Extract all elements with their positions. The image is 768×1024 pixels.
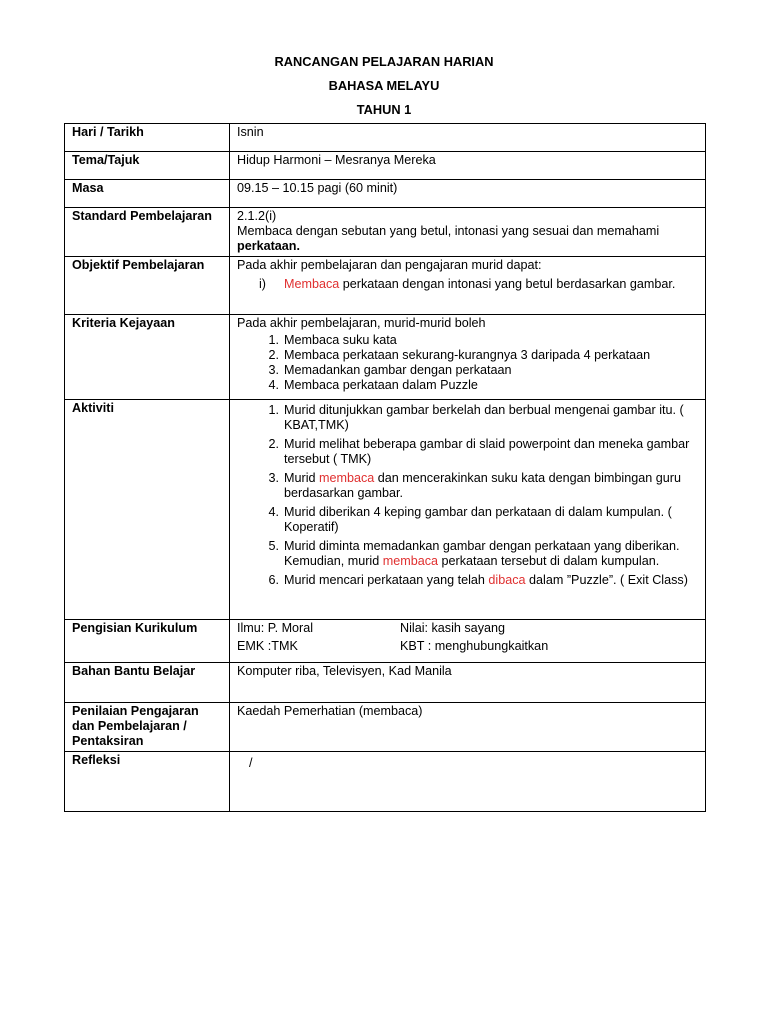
aktiviti-list bbox=[237, 403, 699, 588]
refleksi-value: / bbox=[249, 756, 253, 770]
row-label: Penilaian Pengajaran dan Pembelajaran / Pentaksiran bbox=[65, 703, 230, 752]
row-pengisian-kurikulum bbox=[65, 620, 706, 663]
row-label: Refleksi bbox=[65, 752, 230, 812]
pengisian-line-2 bbox=[237, 639, 699, 654]
row-value bbox=[230, 315, 706, 400]
list-item: 4. Membaca perkataan dalam Puzzle bbox=[268, 378, 478, 392]
row-value: Hidup Harmoni – Mesranya Mereka bbox=[230, 152, 706, 180]
row-value bbox=[230, 752, 706, 812]
list-item: 4. Murid diberikan 4 keping gambar dan perkataan di dalam kumpulan. ( Koperatif) bbox=[268, 505, 672, 534]
row-value bbox=[230, 400, 706, 620]
row-label: Hari / Tarikh bbox=[65, 124, 230, 152]
row-value: 09.15 – 10.15 pagi (60 minit) bbox=[230, 180, 706, 208]
row-objektif-pembelajaran bbox=[65, 257, 706, 315]
row-value bbox=[230, 257, 706, 315]
row-value: Kaedah Pemerhatian (membaca) bbox=[230, 703, 706, 752]
highlight-word: membaca bbox=[319, 471, 375, 485]
lesson-plan-table bbox=[64, 123, 706, 812]
row-standard-pembelajaran bbox=[65, 208, 706, 257]
document-title: RANCANGAN PELAJARAN HARIAN bbox=[274, 54, 494, 69]
row-hari-tarikh bbox=[65, 124, 706, 152]
list-item: 1. Membaca suku kata bbox=[268, 333, 397, 347]
objektif-item-text: perkataan dengan intonasi yang betul berdasarkan gambar. bbox=[339, 277, 676, 291]
document-subject: BAHASA MELAYU bbox=[328, 78, 440, 93]
standard-bold-word: perkataan. bbox=[237, 239, 300, 253]
row-label: Kriteria Kejayaan bbox=[65, 315, 230, 400]
objektif-item bbox=[237, 277, 699, 292]
list-item: 2. Murid melihat beberapa gambar di slaid powerpoint dan meneka gambar tersebut ( TMK) bbox=[268, 437, 690, 466]
row-value: Isnin bbox=[230, 124, 706, 152]
row-label: Objektif Pembelajaran bbox=[65, 257, 230, 315]
standard-text bbox=[237, 224, 699, 254]
row-bahan-bantu-belajar bbox=[65, 663, 706, 703]
row-value bbox=[230, 208, 706, 257]
pengisian-ilmu: Ilmu: P. Moral bbox=[237, 621, 314, 635]
row-masa bbox=[65, 180, 706, 208]
list-item: 2. Membaca perkataan sekurang-kurangnya 3 daripada 4 perkataan bbox=[268, 348, 651, 362]
row-refleksi bbox=[65, 752, 706, 812]
list-item: 5. Murid diminta memadankan gambar dengan perkataan yang diberikan. Kemudian, murid membaca perkataan tersebut di dalam kumpulan. bbox=[268, 539, 680, 568]
row-penilaian bbox=[65, 703, 706, 752]
row-aktiviti bbox=[65, 400, 706, 620]
list-item: 3. Memadankan gambar dengan perkataan bbox=[268, 363, 512, 377]
pengisian-kbt: KBT : menghubungkaitkan bbox=[400, 639, 549, 653]
objektif-item-number: i) bbox=[259, 277, 266, 291]
row-label: Pengisian Kurikulum bbox=[65, 620, 230, 663]
kriteria-list bbox=[237, 333, 699, 393]
row-tema-tajuk bbox=[65, 152, 706, 180]
standard-code: 2.1.2(i) bbox=[237, 209, 277, 223]
row-kriteria-kejayaan bbox=[65, 315, 706, 400]
kriteria-intro: Pada akhir pembelajaran, murid-murid boleh bbox=[237, 316, 486, 330]
pengisian-line-1 bbox=[237, 621, 699, 636]
row-label: Masa bbox=[65, 180, 230, 208]
row-value: Komputer riba, Televisyen, Kad Manila bbox=[230, 663, 706, 703]
list-item: 6. Murid mencari perkataan yang telah dibaca dalam ”Puzzle”. ( Exit Class) bbox=[268, 573, 688, 587]
list-item: 1. Murid ditunjukkan gambar berkelah dan berbual mengenai gambar itu. ( KBAT,TMK) bbox=[268, 403, 684, 432]
pengisian-emk: EMK :TMK bbox=[237, 639, 298, 653]
pengisian-nilai: Nilai: kasih sayang bbox=[400, 621, 505, 635]
document-year: TAHUN 1 bbox=[356, 102, 412, 117]
objektif-intro: Pada akhir pembelajaran dan pengajaran murid dapat: bbox=[237, 258, 542, 272]
document-header bbox=[0, 54, 768, 126]
row-label: Aktiviti bbox=[65, 400, 230, 620]
highlight-word: dibaca bbox=[488, 573, 526, 587]
list-item: 3. Murid membaca dan mencerakinkan suku kata dengan bimbingan guru berdasarkan gambar. bbox=[268, 471, 681, 500]
objektif-highlight: Membaca bbox=[284, 277, 340, 291]
row-label: Standard Pembelajaran bbox=[65, 208, 230, 257]
highlight-word: membaca bbox=[382, 554, 438, 568]
standard-description: Membaca dengan sebutan yang betul, intonasi yang sesuai dan memahami bbox=[237, 224, 660, 238]
row-label: Bahan Bantu Belajar bbox=[65, 663, 230, 703]
row-label: Tema/Tajuk bbox=[65, 152, 230, 180]
row-value bbox=[230, 620, 706, 663]
